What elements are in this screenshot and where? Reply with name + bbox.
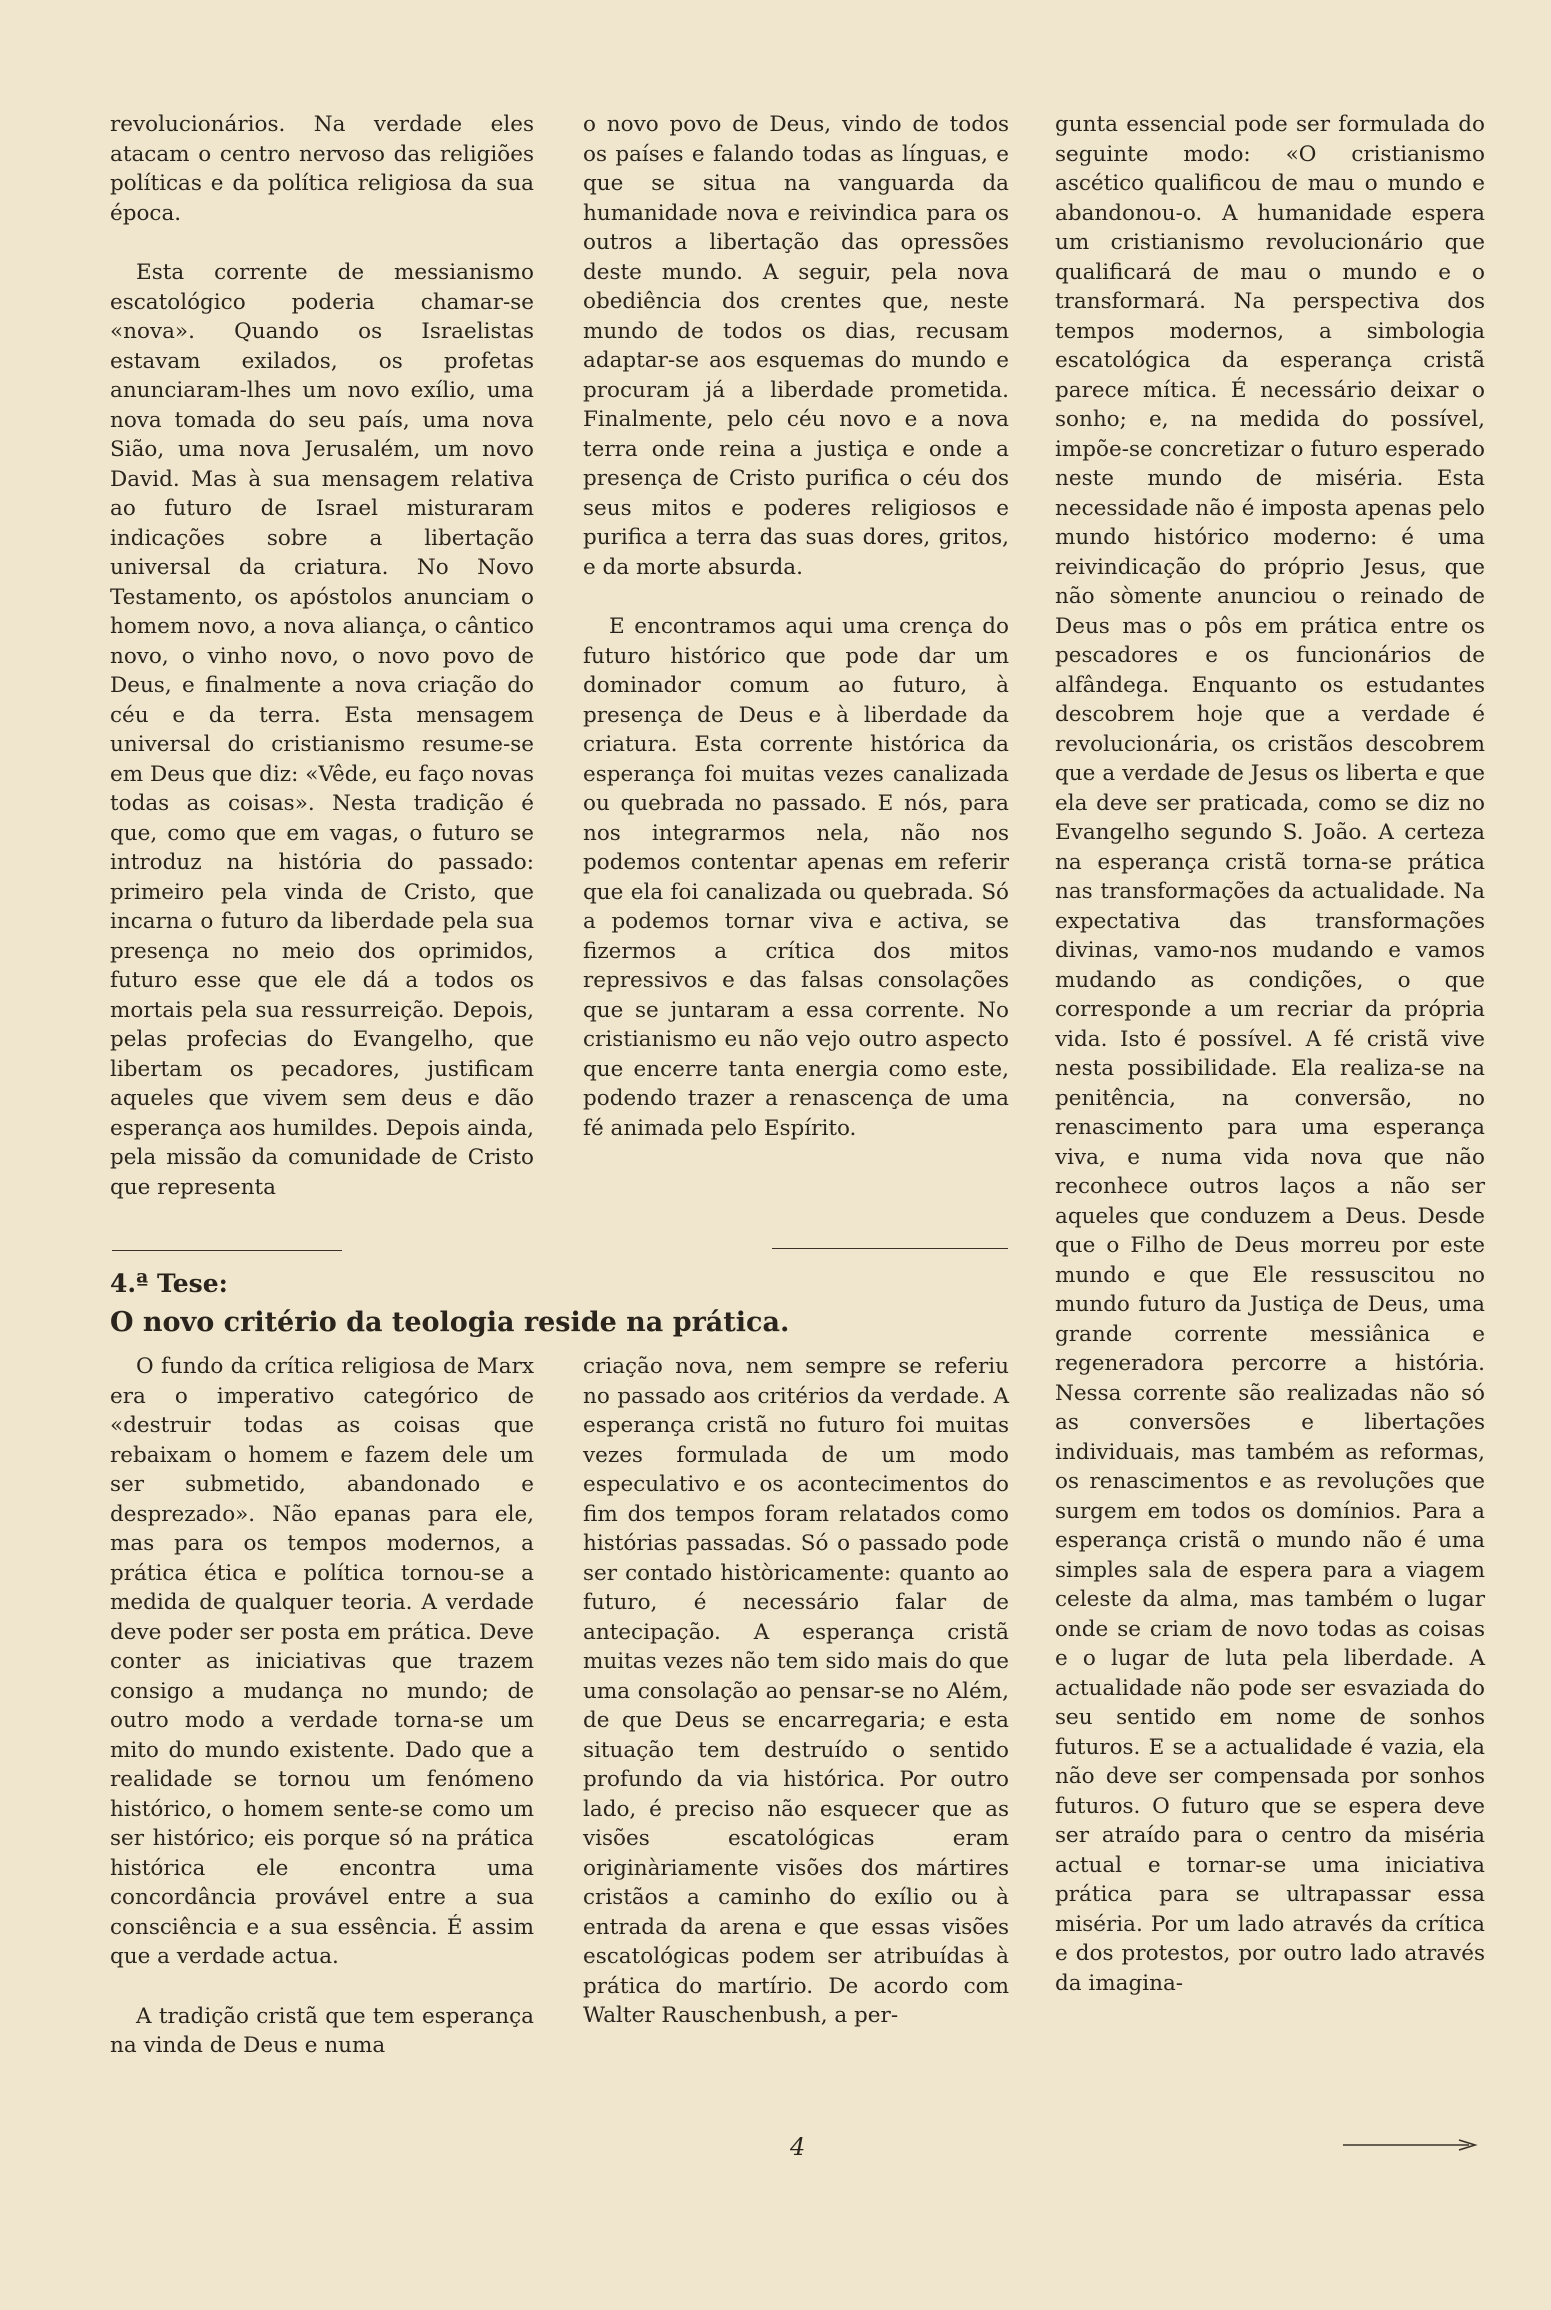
paragraph: O fundo da crítica religiosa de Marx era o imperativo categórico de «destruir todas as coisas que rebaixam o homem e fazem dele um ser submetido, abandonado e desprezado». Não epanas para ele, mas para os tempos modernos, a prática ética e política tornou-se a medida de qualquer teoria. A verdade deve poder ser posta em prática. Deve conter as iniciativas que trazem consigo a mudança no mundo; de outro modo a verdade torna-se um mito do mundo existente. Dado que a realidade se tornou um fenómeno histórico, o homem sente-se como um ser histórico; eis porque só na prática histórica ele encontra uma concordância provável entre a sua consciência e a sua essência. É assim que a verdade actua. <box>110 1354 534 1969</box>
continue-arrow-icon <box>1343 2138 1483 2152</box>
section-divider-right <box>772 1248 1008 1249</box>
section-title: O novo critério da teologia reside na prática. <box>110 1307 790 1338</box>
paragraph: o novo povo de Deus, vindo de todos os países e falando todas as línguas, e que se situa na vanguarda da humanidade nova e reivindica para os outros a libertação das opressões deste mundo. A seguir, pela nova obediência dos crentes que, neste mundo de todos os dias, recusam adaptar-se aos esquemas do mundo e procuram já a liberdade prometida. Finalmente, pelo céu novo e a nova terra onde reina a justiça e onde a presença de Cristo purifica o céu dos seus mitos e poderes religiosos e purifica a terra das suas dores, gritos, e da morte absurda. <box>583 112 1009 580</box>
page-number: 4 <box>790 2133 806 2161</box>
column-bottom-middle <box>583 1352 1009 2031</box>
column-top-middle <box>583 110 1009 1143</box>
paragraph: E encontramos aqui uma crença do futuro histórico que pode dar um dominador comum ao futuro, à presença de Deus e à liberdade da criatura. Esta corrente histórica da esperança foi muitas vezes canalizada ou quebrada no passado. E nós, para nos integrarmos nela, não nos podemos contentar apenas em referir que ela foi canalizada ou quebrada. Só a podemos tornar viva e activa, se fizermos a crítica dos mitos repressivos e das falsas consolações que se juntaram a essa corrente. No cristianismo eu não vejo outro aspecto que encerre tanta energia como este, podendo trazer a renascença de uma fé animada pelo Espírito. <box>583 614 1009 1141</box>
paragraph: Esta corrente de messianismo escatológico poderia chamar-se «nova». Quando os Israelistas estavam exilados, os profetas anunciaram-lhes um novo exílio, uma nova tomada do seu país, uma nova Sião, uma nova Jerusalém, um novo David. Mas à sua mensagem relativa ao futuro de Israel misturaram indicações sobre a libertação universal da criatura. No Novo Testamento, os apóstolos anunciam o homem novo, a nova aliança, o cântico novo, o vinho novo, o novo povo de Deus, e finalmente a nova criação do céu e da terra. Esta mensagem universal do cristianismo resume-se em Deus que diz: «Vêde, eu faço novas todas as coisas». Nesta tradição é que, como que em vagas, o futuro se introduz na história do passado: primeiro pela vinda de Cristo, que incarna o futuro da liberdade pela sua presença no meio dos oprimidos, futuro esse que ele dá a todos os mortais pela sua ressurreição. Depois, pelas profecias do Evangelho, que libertam os pecadores, justificam aqueles que vivem sem deus e dão esperança aos humildes. Depois ainda, pela missão da comunidade de Cristo que representa <box>110 260 534 1200</box>
column-bottom-left <box>110 1352 534 2061</box>
paragraph: gunta essencial pode ser formulada do seguinte modo: «O cristianismo ascético qualificou de mau o mundo e abandonou-o. A humanidade espera um cristianismo revolucionário que qualificará de mau o mundo e o transformará. Na perspectiva dos tempos modernos, a simbologia escatológica da esperança cristã parece mítica. É necessário deixar o sonho; e, na medida do possível, impõe-se concretizar o futuro esperado neste mundo de miséria. Esta necessidade não é imposta apenas pelo mundo histórico moderno: é uma reivindicação do próprio Jesus, que não sòmente anunciou o reinado de Deus mas o pôs em prática entre os pescadores e os funcionários de alfândega. Enquanto os estudantes descobrem hoje que a verdade é revolucionária, os cristãos descobrem que a verdade de Jesus os liberta e que ela deve ser praticada, como se diz no Evangelho segundo S. João. A certeza na esperança cristã torna-se prática nas transformações da actualidade. Na expectativa das transformações divinas, vamo-nos mudando e vamos mudando as condições, o que corresponde a um recriar da própria vida. Isto é possível. A fé cristã vive nesta possibilidade. Ela realiza-se na penitência, na conversão, no renascimento para uma esperança viva, e numa vida nova que não reconhece outros laços a não ser aqueles que conduzem a Deus. Desde que o Filho de Deus morreu por este mundo e que Ele ressuscitou no mundo futuro da Justiça de Deus, uma grande corrente messiânica e regeneradora percorre a história. Nessa corrente são realizadas não só as conversões e libertações individuais, mas também as reformas, os renascimentos e as revoluções que surgem em todos os domínios. Para a esperança cristã o mundo não é uma simples sala de espera para a viagem celeste da alma, mas também o lugar onde se criam de novo todas as coisas e o lugar de luta pela liberdade. A actualidade não pode ser esvaziada do seu sentido em nome de sonhos futuros. E se a actualidade é vazia, ela não deve ser compensada por sonhos futuros. O futuro que se espera deve ser atraído para o centro da miséria actual e tornar-se uma iniciativa prática para se ultrapassar essa miséria. Por um lado através da crítica e dos protestos, por outro lado através da imagina- <box>1055 112 1485 1996</box>
column-top-left <box>110 110 534 1202</box>
paragraph: A tradição cristã que tem esperança na vinda de Deus e numa <box>110 2003 534 2058</box>
section-number: 4.ª Tese: <box>110 1269 228 1298</box>
paragraph: criação nova, nem sempre se referiu no passado aos critérios da verdade. A esperança cristã no futuro foi muitas vezes formulada de um modo especulativo e os acontecimentos do fim dos tempos foram relatados como histórias passadas. Só o passado pode ser contado històricamente: quanto ao futuro, é necessário falar de antecipação. A esperança cristã muitas vezes não tem sido mais do que uma consolação ao pensar-se no Além, de que Deus se encarregaria; e esta situação tem destruído o sentido profundo da via histórica. Por outro lado, é preciso não esquecer que as visões escatológicas eram originàriamente visões dos mártires cristãos a caminho do exílio ou à entrada da arena e que essas visões escatológicas podem ser atribuídas à prática do martírio. De acordo com Walter Rauschenbush, a per- <box>583 1354 1009 2028</box>
section-divider-left <box>112 1250 342 1251</box>
column-right <box>1055 110 1485 1998</box>
paragraph: revolucionários. Na verdade eles atacam o centro nervoso das religiões políticas e da política religiosa da sua época. <box>110 112 534 226</box>
